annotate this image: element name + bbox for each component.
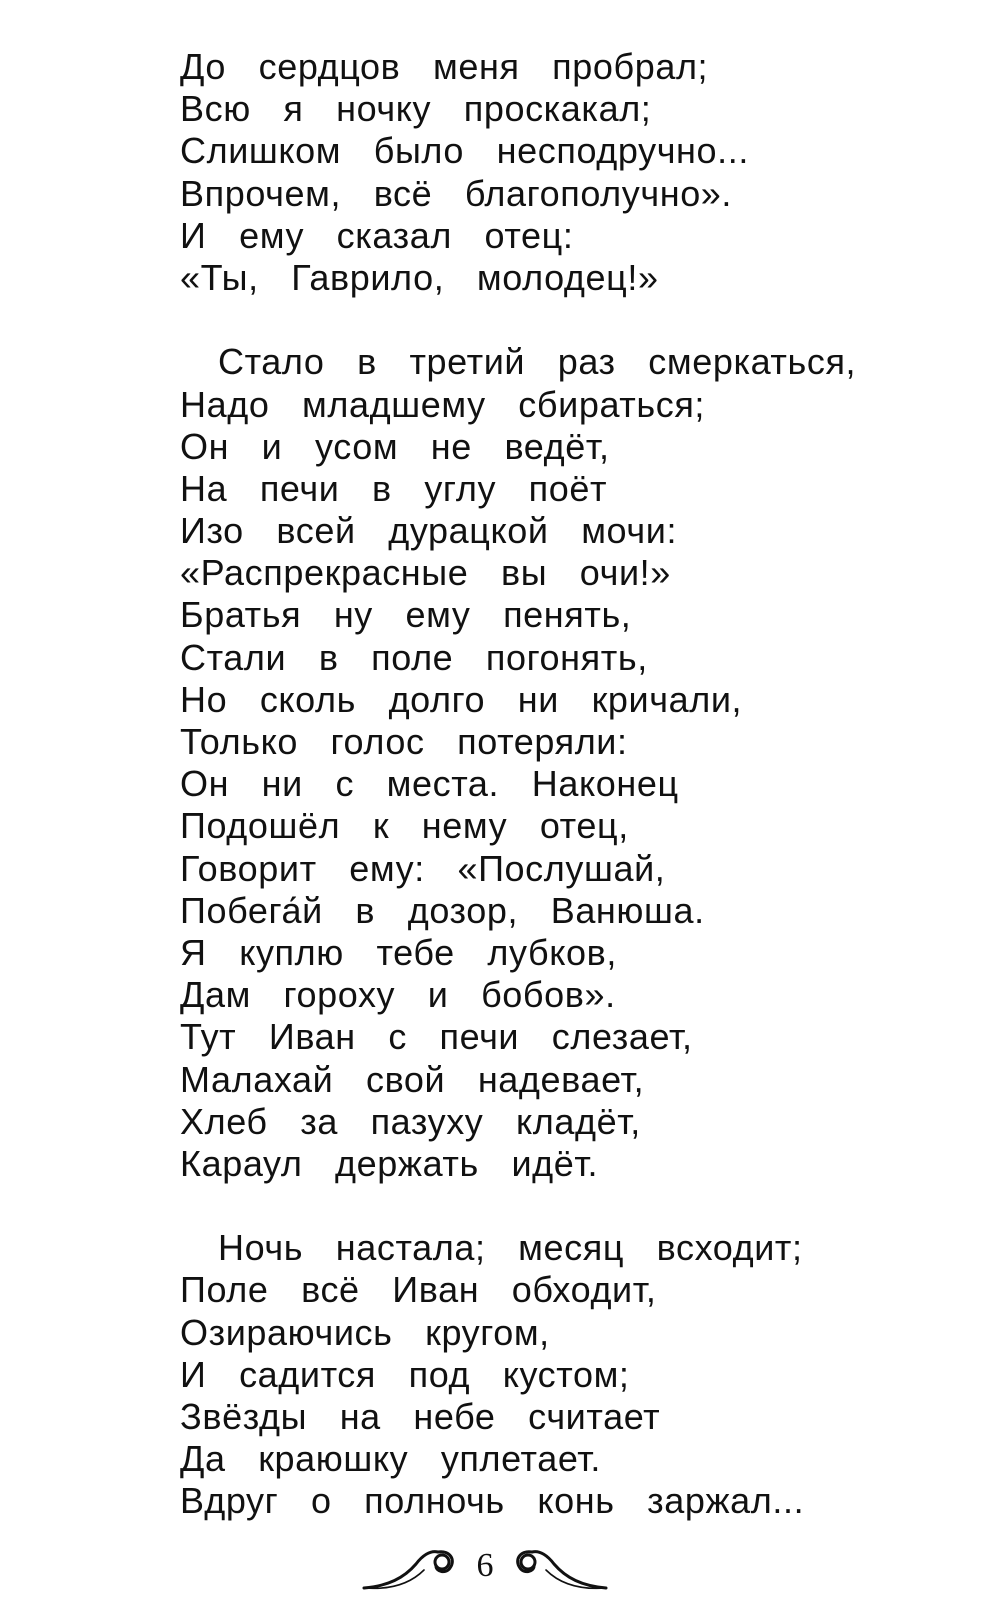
stanza-break <box>180 299 960 341</box>
poem-line: Звёзды на небе считает <box>180 1396 661 1437</box>
poem-line: Дам гороху и бобов». <box>180 974 616 1016</box>
poem-line: На печи в углу поёт <box>180 467 608 509</box>
swirl-ornament-left-icon <box>364 1552 452 1589</box>
poem-line: Надо младшему сбираться; <box>180 383 706 425</box>
poem-line: Хлеб за пазуху кладёт, <box>180 1100 641 1142</box>
poem-line: Вдруг о полночь конь заржал... <box>180 1480 805 1522</box>
poem-line: Да краюшку уплетает. <box>180 1438 601 1480</box>
poem-line: Но сколь долго ни кричали, <box>180 678 743 720</box>
poem-line: И ему сказал отец: <box>180 214 574 256</box>
poem-line: Стали в поле погонять, <box>180 636 648 678</box>
page-number: 6 <box>476 1547 494 1584</box>
poem-line: Тут Иван с печи слезает, <box>180 1016 693 1058</box>
poem-line: Слишком было несподручно... <box>180 130 749 172</box>
stanza-break <box>180 1185 960 1227</box>
poem-line: Он и усом не ведёт, <box>180 425 610 467</box>
poem-line: Поле всё Иван обходит, <box>180 1269 657 1311</box>
stanza-2 <box>180 341 960 1185</box>
page-footer-ornament <box>360 1540 610 1592</box>
poem-line: Озираючись кругом, <box>180 1311 550 1353</box>
poem-line: Впрочем, всё благополучно». <box>180 172 733 214</box>
poem-line: Ночь настала; месяц всходит; <box>218 1227 803 1269</box>
poem-line: Только голос потеряли: <box>180 721 628 762</box>
poem-line: Говорит ему: «Послушай, <box>180 847 666 889</box>
poem-line: Подошёл к нему отец, <box>180 805 629 847</box>
stanza-1 <box>180 46 960 299</box>
poem-line: Изо всей дурацкой мочи: <box>180 510 678 552</box>
poem-text <box>180 46 960 1523</box>
poem-line: «Распрекрасные вы очи!» <box>180 552 671 594</box>
poem-line: Он ни с места. Наконец <box>180 763 679 805</box>
poem-line: Я куплю тебе лубков, <box>180 931 617 973</box>
poem-line: Караул держать идёт. <box>180 1142 599 1184</box>
stanza-3 <box>180 1227 960 1522</box>
poem-line: И садится под кустом; <box>180 1353 630 1395</box>
poem-line: Стало в третий раз смеркаться, <box>218 341 857 383</box>
poem-line: Братья ну ему пенять, <box>180 594 632 636</box>
swirl-ornament-right-icon <box>518 1552 606 1589</box>
poem-line: Побега́й в дозор, Ванюша. <box>180 889 705 931</box>
poem-line: Всю я ночку проскакал; <box>180 88 652 130</box>
poem-line: Малахай свой надевает, <box>180 1058 645 1100</box>
poem-line: «Ты, Гаврило, молодец!» <box>180 256 659 298</box>
poem-line: До сердцов меня пробрал; <box>180 46 709 87</box>
